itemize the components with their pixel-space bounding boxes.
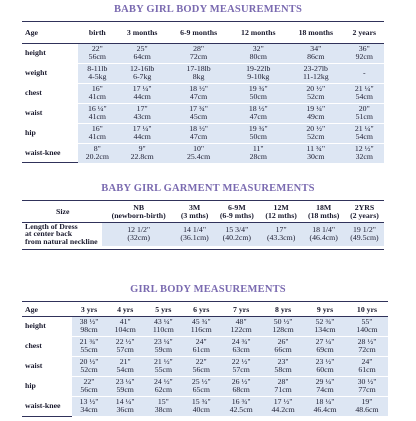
- table-cell: [182, 336, 220, 356]
- cell-18m: 18 1/4" (46.4cm): [302, 222, 345, 246]
- metric-value: 57cm: [232, 365, 250, 374]
- inches-value: 43 ¼": [153, 316, 173, 326]
- row-label: hip: [25, 127, 36, 137]
- table-cell: [182, 316, 220, 336]
- header-birth: birth: [88, 27, 106, 37]
- table-cell: [230, 63, 288, 83]
- header-8-yrs: 8 yrs: [274, 304, 292, 314]
- inches-value: 18 ½": [189, 123, 208, 133]
- metric-value: 98cm: [80, 325, 98, 334]
- metric-value: 104cm: [114, 325, 136, 334]
- inches-value: 24 ¾": [231, 336, 251, 346]
- metric-value: 30cm: [307, 152, 325, 161]
- metric-value: 6-7kg: [133, 72, 152, 81]
- inches-value: 28": [193, 43, 205, 53]
- table-cell: [117, 103, 168, 123]
- row-label: hip: [25, 380, 36, 390]
- table-cell: [304, 396, 346, 416]
- metric-value: 51cm: [355, 112, 373, 121]
- row-label: height: [22, 316, 72, 336]
- header-6-yrs: 6 yrs: [193, 304, 210, 314]
- table-cell: [168, 123, 230, 143]
- header-2-years: 2 years: [352, 27, 377, 37]
- cell-nb: 12 1/2" (32cm): [102, 222, 175, 246]
- metric-value: 42.5cm: [229, 405, 253, 414]
- metric-value: 56cm: [192, 365, 210, 374]
- metric-value: 28cm: [249, 152, 267, 161]
- table-cell: [230, 43, 288, 63]
- inches-value: 55": [361, 316, 373, 326]
- metric-value: 128cm: [272, 325, 294, 334]
- inches-value: 17 ¼": [132, 83, 152, 93]
- table-cell: [220, 316, 262, 336]
- row-label: height: [22, 43, 78, 63]
- metric-value: 44cm: [133, 92, 151, 101]
- table-cell: [230, 103, 288, 123]
- table-cell: [117, 43, 168, 63]
- metric-value: 55cm: [80, 345, 98, 354]
- table-cell: [72, 396, 106, 416]
- row-label: chest: [25, 87, 42, 97]
- metric-value: 52cm: [307, 92, 325, 101]
- table-row: [22, 396, 388, 416]
- metric-value: 25.4cm: [187, 152, 211, 161]
- table-cell: [304, 316, 346, 336]
- table-cell: [287, 143, 345, 163]
- table-cell: [287, 123, 345, 143]
- table-cell: [220, 396, 262, 416]
- metric-value: 54cm: [355, 132, 373, 141]
- table-cell: [72, 376, 106, 396]
- metric-value: 72cm: [189, 52, 208, 61]
- metric-value: 66cm: [274, 345, 292, 354]
- inches-value: 25": [136, 43, 148, 53]
- header-2yrs: 2YRS (2 years): [350, 203, 379, 221]
- table-cell: [168, 103, 230, 123]
- metric-value: 54cm: [116, 365, 134, 374]
- table-cell: [72, 356, 106, 376]
- header-3-months: 3 months: [126, 27, 158, 37]
- table-cell: [144, 376, 182, 396]
- inches-value: 28": [277, 376, 289, 386]
- cell-2yrs: 19 1/2" (49.5cm): [345, 222, 384, 246]
- row-label: waist: [25, 360, 43, 370]
- table-cell: [220, 376, 262, 396]
- table-row: [22, 376, 388, 396]
- metric-value: 122cm: [230, 325, 252, 334]
- metric-value: 22.8cm: [130, 152, 154, 161]
- inches-value: 22": [195, 356, 207, 366]
- table-cell: [262, 336, 304, 356]
- header-5-yrs: 5 yrs: [155, 304, 172, 314]
- metric-value: 72cm: [358, 345, 376, 354]
- girl-body-title: GIRL BODY MEASUREMENTS: [130, 284, 286, 295]
- cell-12m: 17" (43.3cm): [260, 222, 303, 246]
- table-cell: [346, 336, 388, 356]
- header-7-yrs: 7 yrs: [233, 304, 250, 314]
- inches-value: 18 ¼": [315, 396, 335, 406]
- inches-value: 21 ¼": [354, 123, 374, 133]
- table-cell: [345, 83, 384, 103]
- table-row: [22, 83, 384, 103]
- table-cell: [230, 123, 288, 143]
- inches-value: 11 ¾": [306, 143, 326, 153]
- table-cell: [106, 356, 144, 376]
- inches-value: 48": [235, 316, 247, 326]
- metric-value: 41cm: [88, 92, 106, 101]
- inches-value: 23 ¼": [153, 336, 173, 346]
- table-cell: [345, 43, 384, 63]
- baby-body-table: [22, 23, 384, 164]
- inches-value: 16": [91, 123, 103, 133]
- header-12m: 12M (12 mths): [265, 203, 297, 221]
- corner-age-girl: Age: [25, 304, 38, 314]
- metric-value: 59cm: [116, 385, 134, 394]
- metric-value: 4-5kg: [88, 72, 107, 81]
- row-label: waist-knee: [25, 147, 61, 157]
- table-cell: [168, 43, 230, 63]
- table-row: [22, 123, 384, 143]
- metric-value: 47cm: [189, 92, 208, 101]
- table-cell: [144, 356, 182, 376]
- table-cell: [106, 316, 144, 336]
- table-row: [22, 43, 384, 63]
- cell-3m: 14 1/4" (36.1cm): [175, 222, 213, 246]
- metric-value: 71cm: [274, 385, 292, 394]
- metric-value: 68cm: [232, 385, 250, 394]
- row-label: chest: [25, 340, 42, 350]
- metric-value: 57cm: [116, 345, 134, 354]
- metric-value: 41cm: [88, 112, 106, 121]
- row-label-length-of-dress: Length of Dress at center back from natural neckline: [22, 222, 102, 246]
- table-cell: [220, 356, 262, 376]
- table-cell: [262, 376, 304, 396]
- inches-value: 11": [252, 143, 264, 153]
- table-cell: [106, 336, 144, 356]
- metric-value: 41cm: [88, 132, 106, 141]
- table-cell: [262, 356, 304, 376]
- table-row: [22, 356, 388, 376]
- table-cell: [220, 336, 262, 356]
- inches-value: -: [362, 67, 366, 77]
- header-9-yrs: 9 yrs: [316, 304, 334, 314]
- table-cell: [144, 316, 182, 336]
- inches-value: 20": [358, 103, 370, 113]
- inches-value: 10": [193, 143, 205, 153]
- metric-value: 47cm: [189, 132, 208, 141]
- table-cell: [168, 63, 230, 83]
- inches-value: 17-18lb: [186, 63, 211, 73]
- inches-value: 20 ½": [79, 356, 99, 366]
- inches-value: 24": [361, 356, 373, 366]
- inches-value: 36": [358, 43, 370, 53]
- inches-value: 15": [157, 396, 169, 406]
- inches-value: 23-27lb: [303, 63, 328, 73]
- inches-value: 26 ½": [231, 376, 251, 386]
- inches-value: 20 ½": [306, 123, 326, 133]
- metric-value: 52cm: [80, 365, 98, 374]
- inches-value: 28 ½": [357, 336, 377, 346]
- table-cell: [346, 376, 388, 396]
- inches-value: 14 ¼": [115, 396, 135, 406]
- inches-value: 41": [119, 316, 131, 326]
- table-cell: [287, 43, 345, 63]
- metric-value: 34cm: [80, 405, 98, 414]
- table-cell: [117, 123, 168, 143]
- inches-value: 19": [361, 396, 373, 406]
- metric-value: 134cm: [314, 325, 336, 334]
- row-label: weight: [25, 67, 48, 77]
- table-cell: [78, 83, 117, 103]
- metric-value: 65cm: [192, 385, 210, 394]
- header-10-yrs: 10 yrs: [356, 304, 378, 314]
- table-cell: [345, 63, 384, 83]
- metric-value: 49cm: [307, 112, 325, 121]
- table-cell: [287, 103, 345, 123]
- metric-value: 60cm: [316, 365, 334, 374]
- inches-value: 17 ¾": [189, 103, 208, 113]
- metric-value: 50cm: [249, 132, 267, 141]
- metric-value: 86cm: [307, 52, 325, 61]
- table-cell: [106, 396, 144, 416]
- table-cell: [117, 63, 168, 83]
- metric-value: 45cm: [189, 112, 208, 121]
- metric-value: 62cm: [154, 385, 173, 394]
- corner-size: Size: [56, 207, 70, 217]
- header-nb: NB (newborn-birth): [111, 203, 166, 221]
- table-cell: [230, 143, 288, 163]
- table-cell: [230, 83, 288, 103]
- metric-value: 44cm: [133, 132, 151, 141]
- inches-value: 22 ½": [115, 336, 135, 346]
- row-label: waist: [25, 107, 43, 117]
- metric-value: 48.6cm: [355, 405, 379, 414]
- inches-value: 8-11lb: [87, 63, 108, 73]
- inches-value: 17 ½": [273, 396, 293, 406]
- table-cell: [346, 396, 388, 416]
- table-cell: [168, 83, 230, 103]
- inches-value: 21 ¼": [354, 83, 374, 93]
- metric-value: 32cm: [355, 152, 373, 161]
- table-cell: [78, 143, 117, 163]
- metric-value: 56cm: [88, 52, 106, 61]
- inches-value: 18 ½": [189, 83, 208, 93]
- inches-value: 12-16lb: [130, 63, 155, 73]
- metric-value: 61cm: [192, 345, 210, 354]
- inches-value: 19-22lb: [246, 63, 271, 73]
- table-cell: [168, 143, 230, 163]
- inches-value: 8": [93, 143, 101, 153]
- table-cell: [72, 316, 106, 336]
- table-cell: [182, 396, 220, 416]
- header-3m: 3M (3 mths): [180, 203, 209, 221]
- inches-value: 29 ¼": [315, 376, 335, 386]
- metric-value: 61cm: [358, 365, 376, 374]
- table-cell: [304, 336, 346, 356]
- metric-value: 9-10kg: [247, 72, 270, 81]
- metric-value: 74cm: [316, 385, 334, 394]
- metric-value: 36cm: [116, 405, 134, 414]
- table-row: [22, 143, 384, 163]
- inches-value: 23 ½": [315, 356, 335, 366]
- table-cell: [106, 376, 144, 396]
- header-6-9m: 6-9M (6-9 mths): [219, 203, 254, 221]
- header-18m: 18M (18 mths): [307, 203, 340, 221]
- table-cell: [345, 143, 384, 163]
- metric-value: 44.2cm: [271, 405, 295, 414]
- metric-value: 54cm: [355, 92, 373, 101]
- table-cell: [117, 83, 168, 103]
- table-cell: [304, 356, 346, 376]
- inches-value: 19 ¾": [248, 123, 268, 133]
- table-cell: [345, 123, 384, 143]
- baby-body-title: BABY GIRL BODY MEASUREMENTS: [113, 4, 303, 15]
- table-row: [22, 63, 384, 83]
- metric-value: 8kg: [192, 72, 205, 81]
- inches-value: 21 ¾": [79, 336, 99, 346]
- inches-value: 12 ½": [354, 143, 374, 153]
- metric-value: 38cm: [154, 405, 173, 414]
- header-18-months: 18 months: [298, 27, 334, 37]
- header-12-months: 12 months: [241, 27, 276, 37]
- inches-value: 22": [91, 43, 103, 53]
- inches-value: 22 ½": [231, 356, 251, 366]
- metric-value: 58cm: [274, 365, 292, 374]
- metric-value: 140cm: [356, 325, 378, 334]
- table-cell: [144, 336, 182, 356]
- metric-value: 50cm: [249, 92, 267, 101]
- table-cell: [262, 316, 304, 336]
- cell-6-9m: 15 3/4" (40.2cm): [214, 222, 260, 246]
- header-3-yrs: 3 yrs: [80, 304, 98, 314]
- inches-value: 25 ½": [191, 376, 211, 386]
- inches-value: 34": [310, 43, 322, 53]
- header-4-yrs: 4 yrs: [117, 304, 134, 314]
- inches-value: 17": [136, 103, 148, 113]
- header-6-9-months: 6-9 months: [180, 27, 218, 37]
- table-cell: [182, 356, 220, 376]
- table-cell: [72, 336, 106, 356]
- table-cell: [78, 103, 117, 123]
- inches-value: 18 ½": [248, 103, 268, 113]
- metric-value: 116cm: [190, 325, 212, 334]
- inches-value: 24 ½": [153, 376, 173, 386]
- metric-value: 92cm: [355, 52, 373, 61]
- inches-value: 32": [252, 43, 264, 53]
- inches-value: 26": [277, 336, 289, 346]
- metric-value: 59cm: [154, 345, 173, 354]
- table-cell: [345, 103, 384, 123]
- inches-value: 19 ¼": [306, 103, 326, 113]
- table-cell: [78, 63, 117, 83]
- table-cell: [304, 376, 346, 396]
- inches-value: 23 ¼": [115, 376, 135, 386]
- row-label: waist-knee: [25, 400, 61, 410]
- metric-value: 11-12kg: [302, 72, 329, 81]
- inches-value: 9": [138, 143, 146, 153]
- inches-value: 19 ¾": [248, 83, 268, 93]
- inches-value: 30 ½": [357, 376, 377, 386]
- inches-value: 21": [119, 356, 131, 366]
- inches-value: 20 ½": [306, 83, 326, 93]
- metric-value: 69cm: [316, 345, 334, 354]
- inches-value: 16": [91, 83, 103, 93]
- metric-value: 47cm: [249, 112, 267, 121]
- table-row: [22, 316, 388, 336]
- inches-value: 16 ¾": [231, 396, 251, 406]
- baby-garment-table: [22, 203, 384, 246]
- table-cell: [144, 396, 182, 416]
- metric-value: 55cm: [154, 365, 173, 374]
- inches-value: 23": [277, 356, 289, 366]
- table-cell: [262, 396, 304, 416]
- metric-value: 43cm: [133, 112, 151, 121]
- table-cell: [346, 356, 388, 376]
- metric-value: 56cm: [80, 385, 98, 394]
- table-cell: [346, 316, 388, 336]
- girl-body-table: [22, 304, 388, 417]
- inches-value: 24": [195, 336, 207, 346]
- inches-value: 13 ½": [79, 396, 99, 406]
- inches-value: 45 ¾": [191, 316, 211, 326]
- inches-value: 38 ½": [79, 316, 99, 326]
- metric-value: 46.4cm: [313, 405, 337, 414]
- inches-value: 15 ¾": [191, 396, 211, 406]
- metric-value: 110cm: [152, 325, 174, 334]
- inches-value: 27 ¼": [315, 336, 335, 346]
- table-cell: [287, 63, 345, 83]
- table-cell: [117, 143, 168, 163]
- metric-value: 77cm: [358, 385, 376, 394]
- table-cell: [78, 43, 117, 63]
- inches-value: 22": [83, 376, 95, 386]
- metric-value: 80cm: [249, 52, 267, 61]
- metric-value: 20.2cm: [85, 152, 109, 161]
- table-row: [22, 336, 388, 356]
- metric-value: 40cm: [192, 405, 210, 414]
- table-row: [22, 103, 384, 123]
- inches-value: 17 ¼": [132, 123, 152, 133]
- inches-value: 16 ¼": [87, 103, 107, 113]
- inches-value: 21 ½": [153, 356, 173, 366]
- metric-value: 63cm: [232, 345, 250, 354]
- metric-value: 52cm: [307, 132, 325, 141]
- table-cell: [182, 376, 220, 396]
- corner-age: Age: [25, 27, 38, 37]
- metric-value: 64cm: [133, 52, 151, 61]
- inches-value: 50 ½": [273, 316, 293, 326]
- table-cell: [78, 123, 117, 143]
- baby-garment-title: BABY GIRL GARMENT MEASUREMENTS: [101, 183, 315, 194]
- table-cell: [287, 83, 345, 103]
- inches-value: 52 ¾": [315, 316, 335, 326]
